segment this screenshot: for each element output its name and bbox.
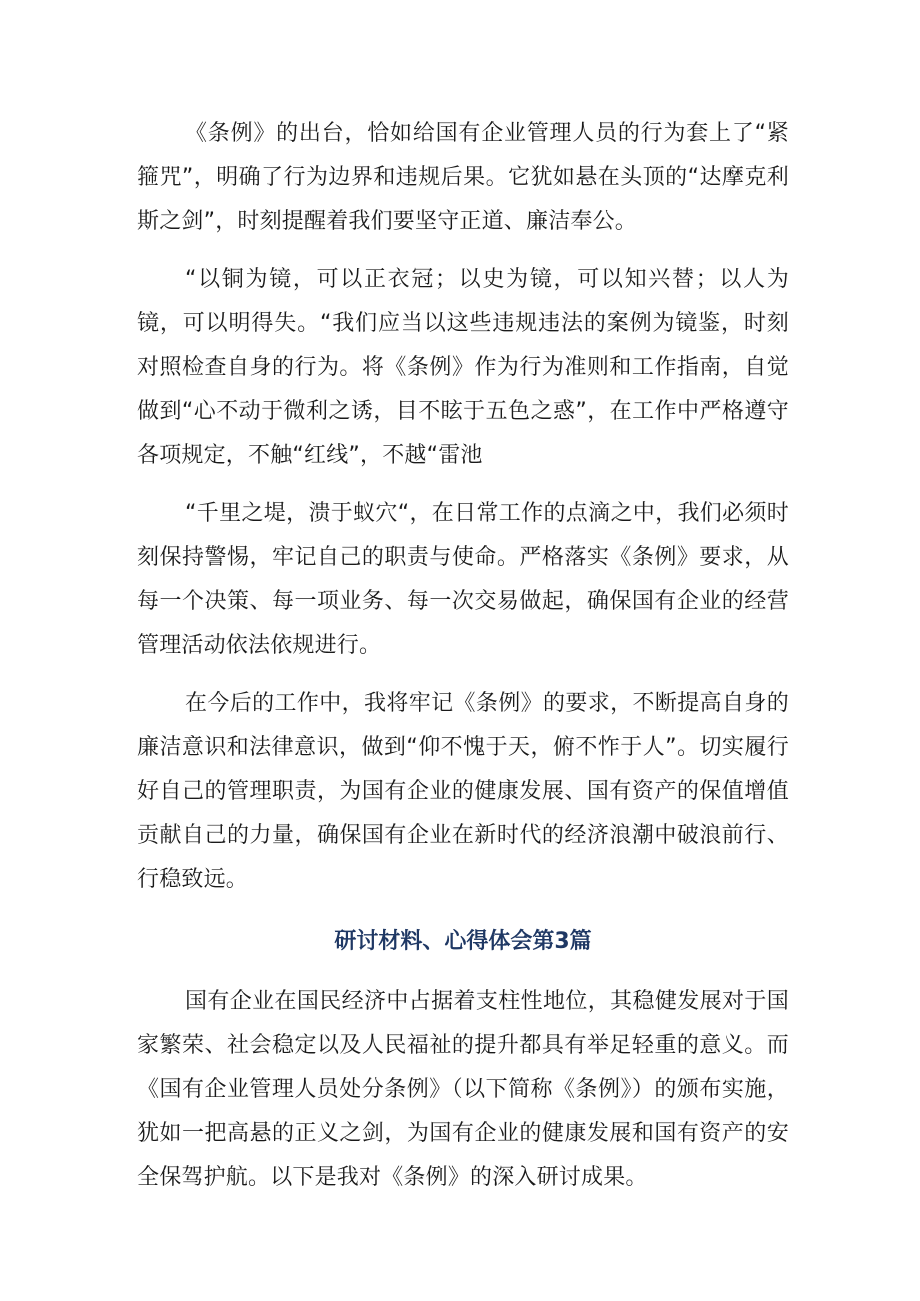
paragraph-4: 在今后的工作中，我将牢记《条例》的要求，不断提高自身的廉洁意识和法律意识，做到“仰不愧于天，俯不怍于人”。切实履行好自己的管理职责，为国有企业的健康发展、国有资产的保值增值贡献自己的力量，确保国有企业在新时代的经济浪潮中破浪前行、行稳致远。 bbox=[137, 691, 789, 892]
paragraph-3: “千里之堤，溃于蚁穴“，在日常工作的点滴之中，我们必须时刻保持警惕，牢记自己的职责与使命。严格落实《条例》要求，从每一个决策、每一项业务、每一次交易做起，确保国有企业的经营管理活动依法依规进行。 bbox=[137, 501, 789, 658]
paragraph-2: “以铜为镜，可以正衣冠；以史为镜，可以知兴替；以人为镜，可以明得失。“我们应当以这些违规违法的案例为镜鉴，时刻对照检查自身的行为。将《条例》作为行为准则和工作指南，自觉做到“心不动于微利之诱，目不眩于五色之惑”，在工作中严格遵守各项规定，不触“红线”，不越“雷池 bbox=[137, 267, 789, 468]
paragraph-1: 《条例》的出台，恰如给国有企业管理人员的行为套上了“紧箍咒”，明确了行为边界和违规后果。它犹如悬在头顶的“达摩克利斯之剑”，时刻提醒着我们要坚守正道、廉洁奉公。 bbox=[137, 121, 789, 234]
paragraph-5: 国有企业在国民经济中占据着支柱性地位，其稳健发展对于国家繁荣、社会稳定以及人民福祉的提升都具有举足轻重的意义。而《国有企业管理人员处分条例》（以下简称《条例》）的颁布实施，犹如一把高悬的正义之剑，为国有企业的健康发展和国有资产的安全保驾护航。以下是我对《条例》的深入研讨成果。 bbox=[137, 989, 789, 1190]
document-body bbox=[137, 112, 789, 1214]
section-heading: 研讨材料、心得体会第3篇 bbox=[334, 929, 592, 954]
